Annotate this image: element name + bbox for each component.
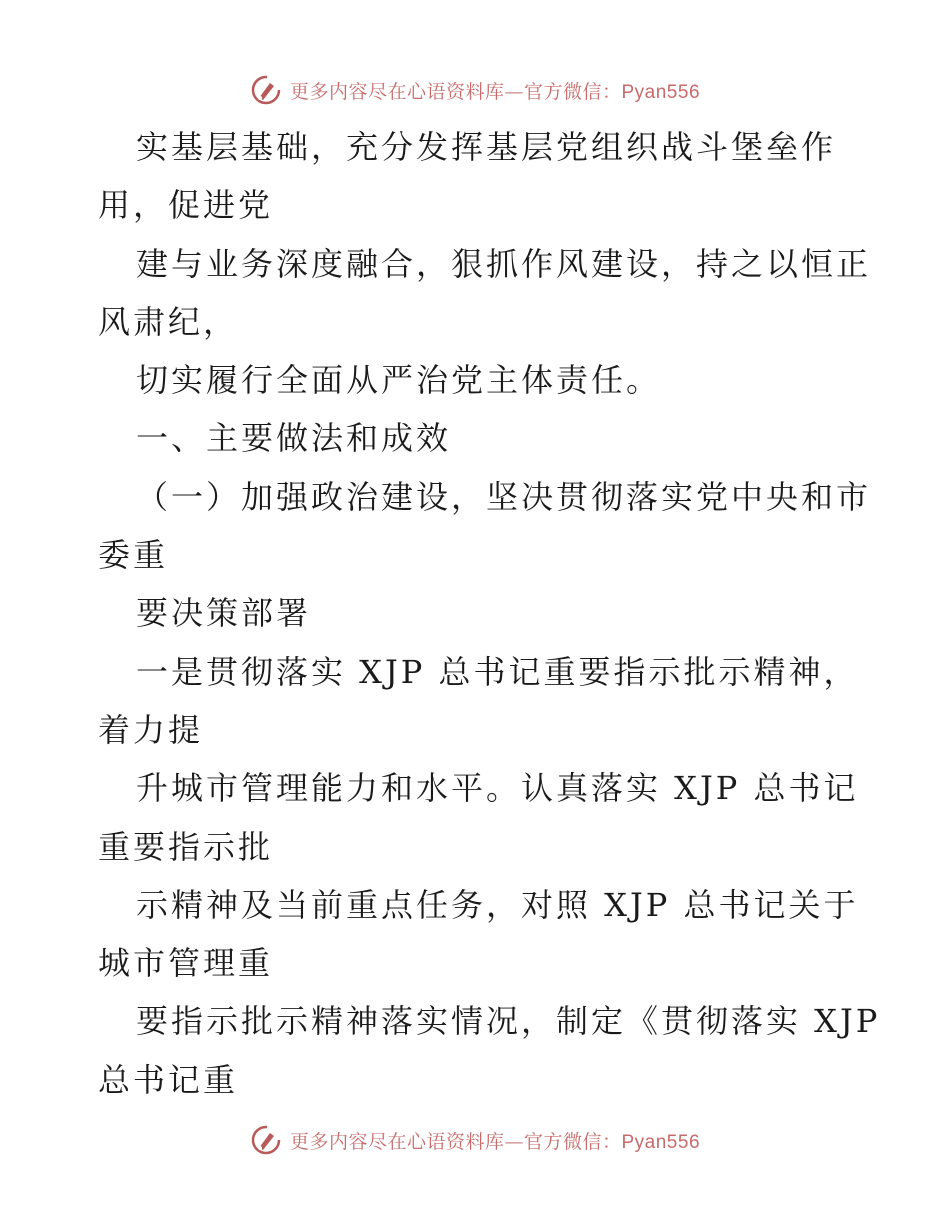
text-line: 重要指示批 — [98, 827, 274, 866]
text-line: 要指示批示精神落实情况，制定《贯彻落实 XJP — [136, 1002, 881, 1041]
watermark-separator: — — [504, 80, 524, 103]
watermark-text — [290, 1127, 700, 1154]
text-line: 升城市管理能力和水平。认真落实 XJP 总书记 — [136, 769, 859, 808]
watermark-text — [290, 77, 700, 104]
text-line: 用，促进党 — [98, 186, 274, 225]
watermark-site: 更多内容尽在心语资料库 — [289, 1130, 505, 1153]
header-watermark — [0, 70, 950, 110]
watermark-wechat-label: 官方微信： — [523, 1130, 622, 1153]
watermark-wechat-label: 官方微信： — [523, 80, 622, 103]
watermark-wechat-id: Pyan556 — [621, 81, 701, 103]
text-line: 一、主要做法和成效 — [136, 419, 452, 458]
text-line: 委重 — [98, 536, 169, 575]
footer-watermark — [0, 1120, 950, 1160]
pen-nib-circle-icon — [250, 74, 282, 106]
document-body — [98, 118, 881, 1109]
text-line: 城市管理重 — [98, 944, 274, 983]
text-line: 要决策部署 — [136, 594, 312, 633]
text-line: 实基层基础，充分发挥基层党组织战斗堡垒作 — [136, 128, 837, 166]
text-line: 建与业务深度融合，狠抓作风建设，持之以恒正 — [136, 244, 872, 283]
text-line: （一）加强政治建设，坚决贯彻落实党中央和市 — [136, 477, 872, 516]
text-line: 一是贯彻落实 XJP 总书记重要指示批示精神， — [136, 652, 859, 691]
watermark-separator: — — [504, 1130, 524, 1153]
watermark-wechat-id: Pyan556 — [621, 1131, 701, 1153]
pen-nib-circle-icon — [250, 1124, 282, 1156]
watermark-site: 更多内容尽在心语资料库 — [289, 80, 505, 103]
text-line: 示精神及当前重点任务，对照 XJP 总书记关于 — [136, 885, 859, 924]
text-line: 风肃纪， — [98, 302, 239, 341]
text-line: 总书记重 — [98, 1060, 239, 1099]
text-line: 切实履行全面从严治党主体责任。 — [136, 361, 662, 400]
text-line: 着力提 — [98, 710, 204, 749]
